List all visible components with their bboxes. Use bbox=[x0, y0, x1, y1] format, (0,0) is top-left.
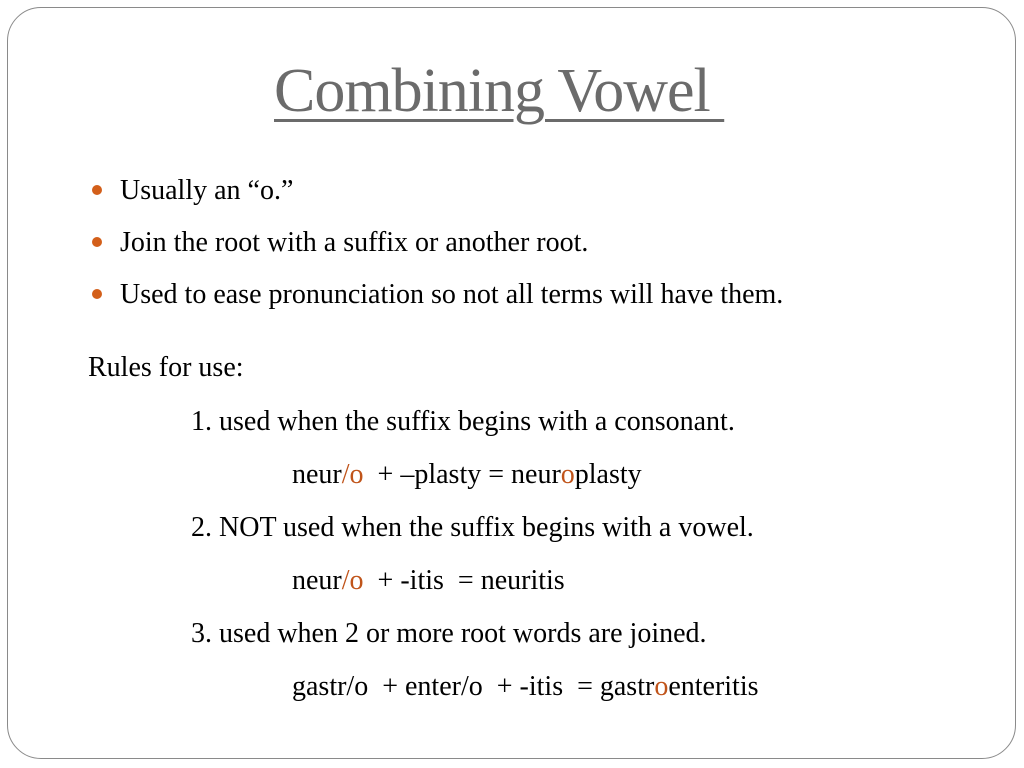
bullet-item bbox=[90, 165, 783, 217]
example-combining-vowel: /o bbox=[341, 565, 364, 596]
example-highlight-vowel: o bbox=[560, 459, 575, 490]
bullet-icon bbox=[92, 289, 102, 299]
bullet-text: Join the root with a suffix or another root. bbox=[120, 227, 589, 258]
bullet-text: Usually an “o.” bbox=[120, 175, 294, 206]
rule-text: 3. used when 2 or more root words are joined. bbox=[191, 618, 707, 649]
rule-example bbox=[292, 451, 642, 499]
rule-text: 2. NOT used when the suffix begins with a vowel. bbox=[191, 512, 754, 543]
example-highlight-vowel: o bbox=[654, 671, 669, 702]
bullet-item bbox=[90, 217, 783, 269]
rules-heading: Rules for use: bbox=[88, 352, 244, 383]
example-result-suffix: plasty bbox=[574, 459, 642, 490]
bullet-item bbox=[90, 269, 783, 321]
example-combining-vowel: /o bbox=[341, 459, 364, 490]
bullet-icon bbox=[92, 237, 102, 247]
slide bbox=[7, 7, 1016, 759]
example-result-suffix: enteritis bbox=[668, 671, 759, 702]
rule-example bbox=[292, 663, 759, 711]
bullet-list bbox=[90, 165, 783, 321]
bullet-icon bbox=[92, 185, 102, 195]
rule-text: 1. used when the suffix begins with a consonant. bbox=[191, 406, 735, 437]
example-formula: + –plasty = neur bbox=[363, 459, 561, 490]
example-root: neur bbox=[292, 565, 342, 596]
rule-example bbox=[292, 557, 565, 605]
example-root: neur bbox=[292, 459, 342, 490]
example-formula: gastr/o + enter/o + -itis = gastr bbox=[292, 671, 655, 702]
example-formula: + -itis = neuritis bbox=[363, 565, 565, 596]
bullet-text: Used to ease pronunciation so not all terms will have them. bbox=[120, 279, 784, 310]
slide-title: Combining Vowel bbox=[274, 57, 725, 125]
